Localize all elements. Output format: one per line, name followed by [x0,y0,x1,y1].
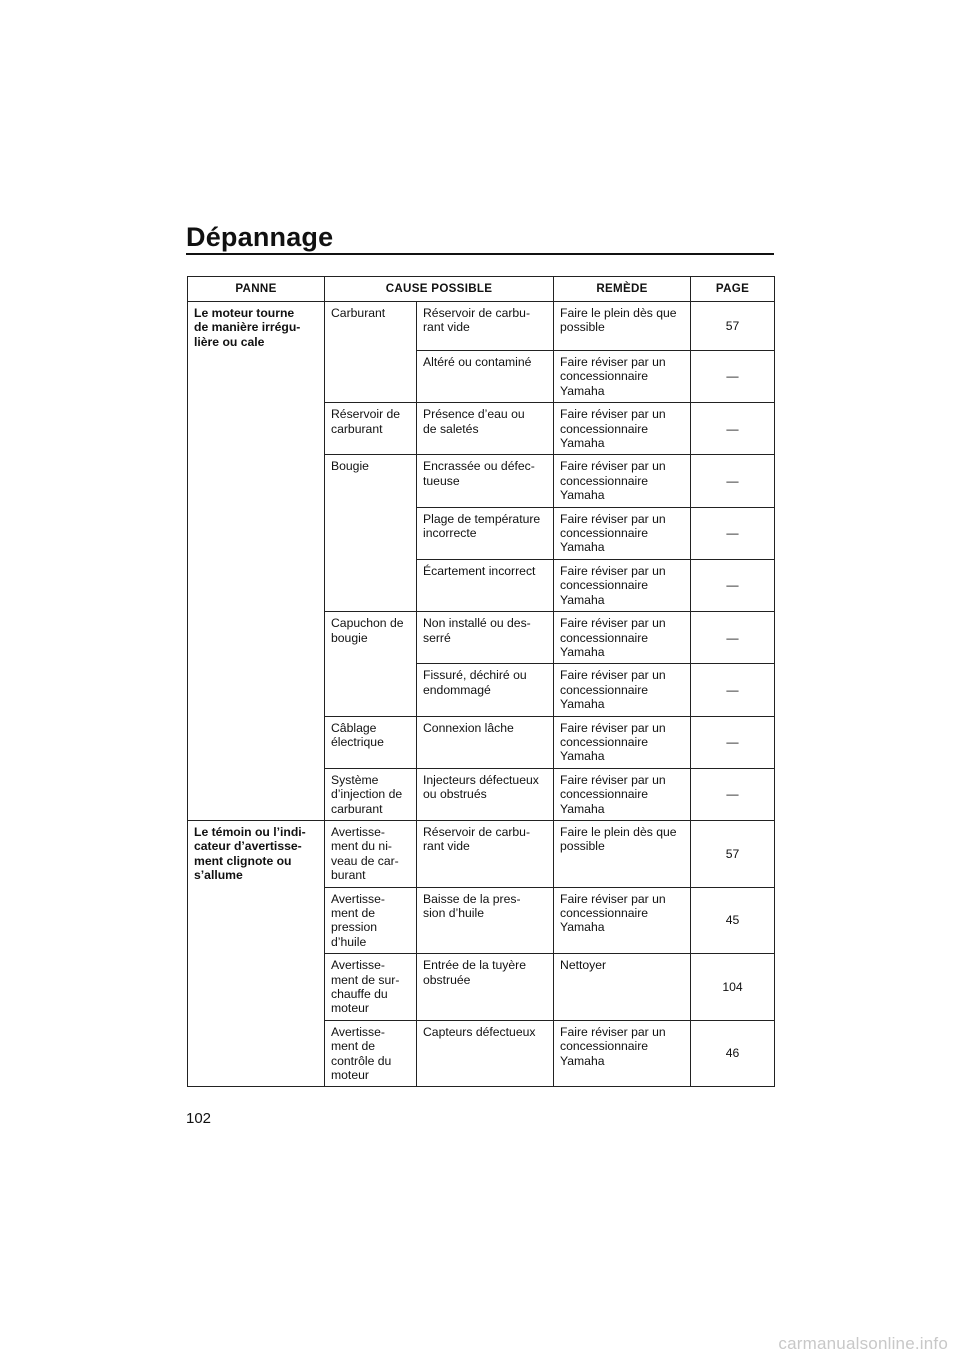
page-cell-text: — [726,578,739,593]
cause-cell-text: Bougie [331,459,369,474]
cause-cell-text: Réservoir de carburant [331,407,401,436]
detail-cell [417,954,554,1021]
remede-cell [554,612,691,664]
page-cell [691,887,775,954]
page-number: 102 [186,1110,212,1127]
page-cell [691,716,775,768]
cause-cell-text: Câblage électrique [331,720,384,749]
cause-cell-text: Système d’injection de carburant [331,772,403,816]
page-cell-text: — [726,734,739,749]
page-cell-text: — [726,787,739,802]
remede-cell-text: Faire réviser par un concessionnaire Yamaha [560,355,666,398]
remede-cell-text: Faire réviser par un concessionnaire Yamaha [560,563,666,607]
remede-cell [554,954,691,1021]
remede-cell [554,302,691,351]
detail-cell [417,768,554,820]
page-cell [691,820,775,887]
remede-cell-text: Faire réviser par un concessionnaire Yamaha [560,511,666,555]
cause-cell-text: Avertisse- ment de sur- chauffe du moteur [331,958,400,1016]
remede-cell-text: Faire réviser par un concessionnaire Yamaha [560,1024,666,1068]
remede-cell [554,559,691,611]
detail-cell-text: Capteurs défectueux [423,1024,536,1039]
remede-cell [554,1020,691,1087]
table-row [188,820,775,887]
cause-cell [325,403,417,455]
detail-cell-text: Altéré ou contaminé [423,355,532,369]
page-cell [691,302,775,351]
page-title: Dépannage [186,222,334,252]
remede-cell-text: Faire réviser par un concessionnaire Yamaha [560,407,666,451]
cause-cell [325,887,417,954]
page-cell [691,1020,775,1087]
cause-cell-text: Avertisse- ment du ni- veau de car- burant [331,824,399,883]
detail-cell [417,403,554,455]
remede-cell-text: Faire réviser par un concessionnaire Yamaha [560,720,666,764]
remede-cell-text: Faire réviser par un concessionnaire Yamaha [560,459,666,503]
header-panne: PANNE [188,277,325,302]
cause-cell-text: Carburant [331,306,386,320]
cause-cell [325,716,417,768]
detail-cell-text: Connexion lâche [423,720,514,735]
page-cell-text: — [726,421,739,436]
cause-cell [325,768,417,820]
page-cell-text: 57 [725,846,740,861]
troubleshooting-table [187,276,775,1087]
table-row [188,302,775,351]
page-cell-text: — [726,630,739,645]
page-cell [691,664,775,716]
detail-cell-text: Encrassée ou défec- tueuse [423,459,535,488]
page-cell [691,954,775,1021]
detail-cell [417,455,554,507]
page-cell [691,455,775,507]
cause-cell [325,455,417,612]
watermark: carmanualsonline.info [778,1334,948,1353]
title-rule [186,253,774,255]
remede-cell-text: Faire le plein dès que possible [560,306,677,335]
page-cell-text: — [726,682,739,697]
table-body [188,302,775,1087]
panne-cell [188,302,325,821]
remede-cell-text: Faire réviser par un concessionnaire Yamaha [560,616,666,659]
page-cell [691,559,775,611]
remede-cell-text: Nettoyer [560,958,607,973]
cause-cell [325,302,417,403]
detail-cell-text: Baisse de la pres- sion d’huile [423,891,521,920]
detail-cell [417,716,554,768]
cause-cell-text: Avertisse- ment de pression d’huile [331,891,385,949]
cause-cell [325,820,417,887]
page-cell-text: 45 [725,913,740,928]
remede-cell [554,716,691,768]
remede-cell-text: Faire réviser par un concessionnaire Yamaha [560,668,666,712]
detail-cell-text: Non installé ou des- serré [423,616,531,645]
remede-cell-text: Faire réviser par un concessionnaire Yamaha [560,891,666,935]
page-cell [691,768,775,820]
page-cell-text: — [726,526,739,541]
detail-cell-text: Présence d’eau ou de saletés [423,407,525,436]
page-cell [691,507,775,559]
cause-cell [325,1020,417,1087]
remede-cell [554,887,691,954]
header-remede: REMÈDE [554,277,691,302]
panne-cell-text: Le moteur tourne de manière irrégu- lière ou cale [194,306,301,349]
cause-cell-text: Capuchon de bougie [331,616,404,645]
page-cell-text: — [726,473,739,488]
page-cell-text: — [726,369,739,384]
panne-cell [188,820,325,1087]
page-cell-text: 46 [725,1046,740,1061]
detail-cell-text: Réservoir de carbu- rant vide [423,306,531,335]
cause-cell [325,954,417,1021]
page-cell [691,403,775,455]
header-cause: CAUSE POSSIBLE [325,277,554,302]
remede-cell [554,820,691,887]
detail-cell-text: Injecteurs défectueux ou obstrués [423,772,539,802]
remede-cell [554,507,691,559]
detail-cell-text: Réservoir de carbu- rant vide [423,824,531,854]
detail-cell [417,664,554,716]
page-cell [691,351,775,403]
detail-cell [417,612,554,664]
page-cell [691,612,775,664]
cause-cell [325,612,417,716]
remede-cell-text: Faire réviser par un concessionnaire Yamaha [560,772,666,816]
remede-cell [554,403,691,455]
page-cell-text: 104 [722,979,743,994]
detail-cell [417,507,554,559]
remede-cell [554,768,691,820]
detail-cell [417,351,554,403]
remede-cell [554,664,691,716]
table-header-row [188,277,775,302]
cause-cell-text: Avertisse- ment de contrôle du moteur [331,1024,392,1083]
detail-cell-text: Écartement incorrect [423,563,536,578]
detail-cell [417,302,554,351]
detail-cell [417,1020,554,1087]
page-cell-text: 57 [725,318,740,333]
panne-cell-text: Le témoin ou l’indi- cateur d’avertisse- ment clignote ou s’allume [194,824,306,883]
detail-cell [417,887,554,954]
detail-cell-text: Plage de température incorrecte [423,511,541,541]
remede-cell-text: Faire le plein dès que possible [560,824,677,854]
detail-cell [417,559,554,611]
remede-cell [554,455,691,507]
remede-cell [554,351,691,403]
detail-cell-text: Fissuré, déchiré ou endommagé [423,668,527,697]
detail-cell [417,820,554,887]
header-page: PAGE [691,277,775,302]
detail-cell-text: Entrée de la tuyère obstruée [423,958,526,987]
